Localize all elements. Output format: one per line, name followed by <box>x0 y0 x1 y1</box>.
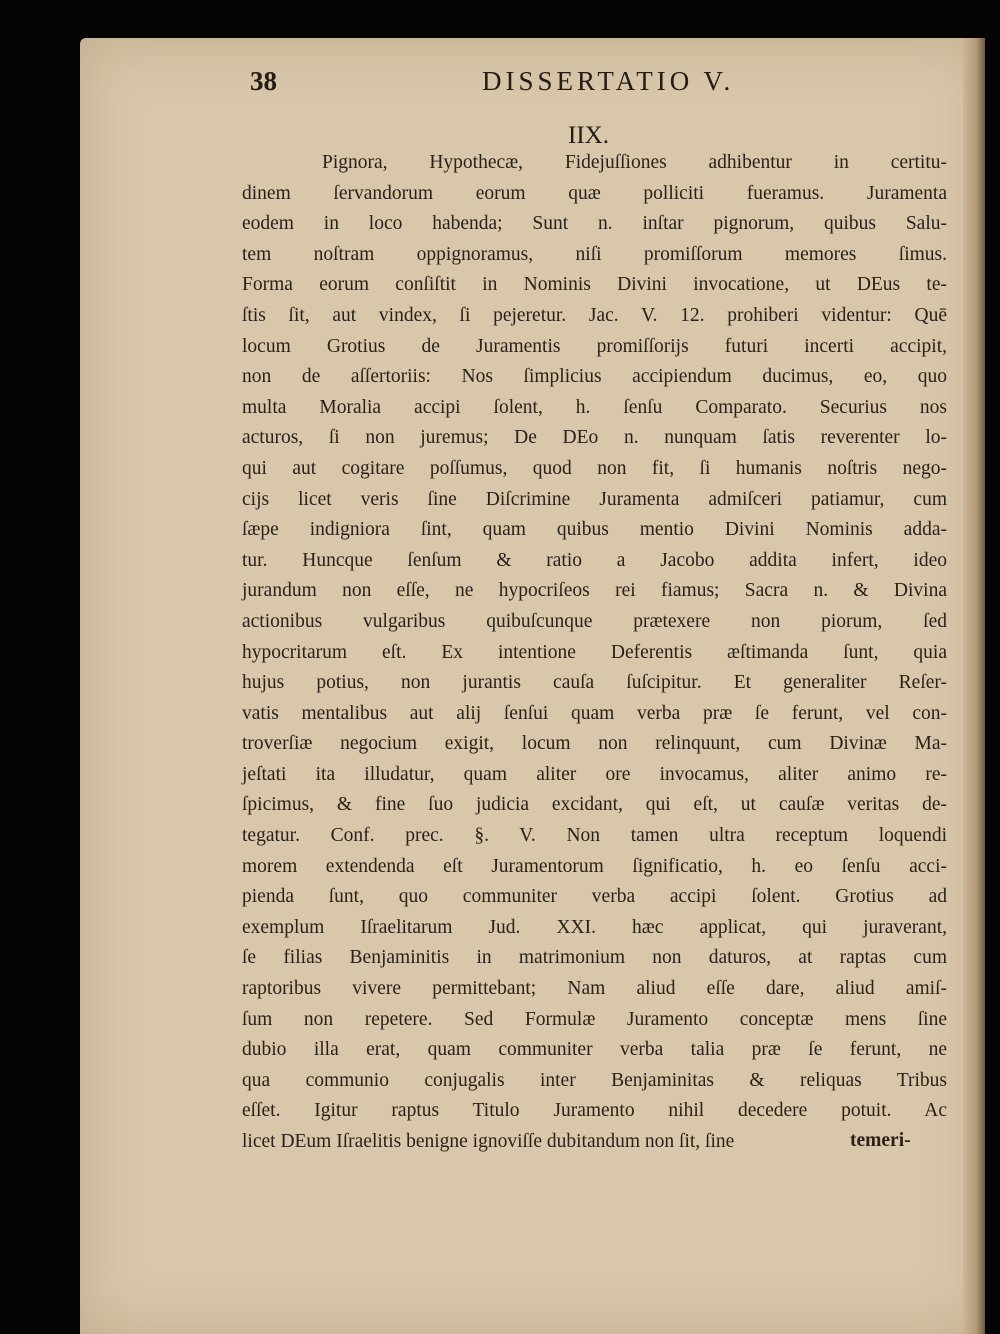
text-line: ſum non repetere. Sed Formulæ Juramento conceptæ mens ſine <box>242 1008 947 1030</box>
text-line: tegatur. Conf. prec. §. V. Non tamen ultra receptum loquendi <box>242 825 947 847</box>
running-head <box>250 66 810 106</box>
text-line: qua communio conjugalis inter Benjaminitas & reliquas Tribus <box>242 1069 947 1091</box>
text-line: eodem in loco habenda; Sunt n. inſtar pignorum, quibus Salu- <box>242 213 947 235</box>
text-line: tur. Huncque ſenſum & ratio a Jacobo addita infert, ideo <box>242 549 947 571</box>
text-line: ſæpe indigniora ſint, quam quibus mentio Divini Nominis adda- <box>242 519 947 541</box>
text-line: licet DEum Iſraelitis benigne ignoviſſe dubitandum non ſit, ſine <box>242 1131 735 1152</box>
text-line: jeſtati ita illudatur, quam aliter ore invocamus, aliter animo re- <box>242 763 947 785</box>
text-line: tem noſtram oppignoramus, niſi promiſſorum memores ſimus. <box>242 243 947 265</box>
text-line: cijs licet veris ſine Diſcrimine Juramenta admiſceri patiamur, cum <box>242 488 947 510</box>
text-line: morem extendenda eſt Juramentorum ſignificatio, h. eo ſenſu acci- <box>242 855 947 877</box>
running-title: DISSERTATIO V. <box>482 66 735 96</box>
body-text <box>242 148 947 1158</box>
text-line: vatis mentalibus aut alij ſenſui quam verba præ ſe ferunt, vel con- <box>242 702 947 724</box>
text-line: exemplum Iſraelitarum Jud. XXI. hæc applicat, qui juraverant, <box>242 916 947 938</box>
text-line: ſe filias Benjaminitis in matrimonium non daturos, at raptas cum <box>242 947 947 969</box>
text-line: jurandum non eſſe, ne hypocriſeos rei fiamus; Sacra n. & Divina <box>242 580 947 602</box>
text-line: hujus potius, non jurantis cauſa ſuſcipitur. Et generaliter Reſer- <box>242 672 947 694</box>
text-line: dubio illa erat, quam communiter verba talia præ ſe ferunt, ne <box>242 1039 947 1061</box>
text-line: acturos, ſi non juremus; De DEo n. nunquam ſatis reverenter lo- <box>242 427 947 449</box>
text-line: qui aut cogitare poſſumus, quod non fit, ſi humanis noſtris nego- <box>242 457 947 479</box>
text-line: non de aſſertoriis: Nos ſimplicius accipiendum ducimus, eo, quo <box>242 366 947 388</box>
text-line: hypocritarum eſt. Ex intentione Deferentis æſtimanda ſunt, quia <box>242 641 947 663</box>
text-line: ſtis ſit, aut vindex, ſi pejeretur. Jac. V. 12. prohiberi videntur: Quē <box>242 304 947 326</box>
text-line: actionibus vulgaribus quibuſcunque prætexere non piorum, ſed <box>242 610 947 632</box>
text-line: dinem ſervandorum eorum quæ polliciti fueramus. Juramenta <box>242 182 947 204</box>
text-line: raptoribus vivere permittebant; Nam aliud eſſe dare, aliud amiſ- <box>242 978 947 1000</box>
text-line: locum Grotius de Juramentis promiſſorijs futuri incerti accipit, <box>242 335 947 357</box>
text-line: Pignora, Hypothecæ, Fidejuſſiones adhibentur in certitu- <box>322 152 947 173</box>
text-line: multa Moralia accipi ſolent, h. ſenſu Comparato. Securius nos <box>242 396 947 418</box>
catchword: temeri- <box>850 1130 911 1151</box>
page-number: 38 <box>250 66 277 96</box>
section-number: IIX. <box>568 122 609 149</box>
text-line: pienda ſunt, quo communiter verba accipi ſolent. Grotius ad <box>242 886 947 908</box>
text-line: ſpicimus, & fine ſuo judicia excidant, qui eſt, ut cauſæ veritas de- <box>242 794 947 816</box>
text-line: troverſiæ negocium exigit, locum non relinquunt, cum Divinæ Ma- <box>242 733 947 755</box>
text-line: eſſet. Igitur raptus Titulo Juramento nihil decedere potuit. Ac <box>242 1100 947 1122</box>
book-page <box>80 38 985 1334</box>
text-line: Forma eorum conſiſtit in Nominis Divini invocatione, ut DEus te- <box>242 274 947 296</box>
page-edge <box>963 38 985 1334</box>
